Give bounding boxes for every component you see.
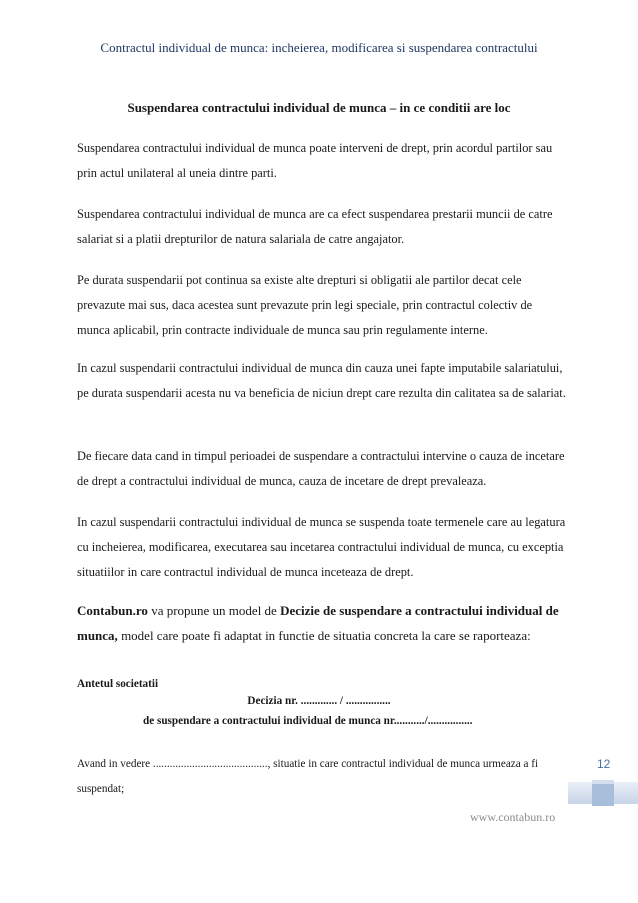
paragraph-3: Pe durata suspendarii pot continua sa existe alte drepturi si obligatii ale partilor decat cele prevazute mai sus, daca acestea sunt prevazute prin legi speciale, prin contractul colectiv de munca aplicabil, prin contracte individuale de munca sau prin regulamente interne. [77, 273, 533, 337]
brand-name: Contabun.ro [77, 603, 148, 618]
paragraph-7 [77, 598, 567, 648]
page-tab-decoration-icon [568, 780, 638, 806]
avand-in-vedere-clause: Avand in vedere ........................................., situatie in care contractul individual de munca urmeaza a fi suspendat; [77, 758, 539, 795]
paragraph-1: Suspendarea contractului individual de munca poate interveni de drept, prin acordul partilor sau prin actul unilateral al uneia dintre parti. [77, 141, 553, 180]
antet-societatii: Antetul societatii [77, 678, 159, 690]
section-title: Suspendarea contractului individual de munca – in ce conditii are loc [127, 100, 511, 115]
page-number: 12 [597, 757, 611, 771]
paragraph-6: In cazul suspendarii contractului individual de munca se suspenda toate termenele care au legatura cu incheierea, modificarea, executarea sau incetarea contractului individual de munca, cu exceptia situatiilor in care contractul individual de munca inceteaza de drept. [77, 515, 566, 579]
paragraph-2: Suspendarea contractului individual de munca are ca efect suspendarea prestarii muncii de catre salariat si a platii drepturilor de natura salariala de catre angajator. [77, 207, 553, 246]
model-title: Decizie de suspendare a contractului individual de munca, [77, 603, 559, 643]
paragraph-4: In cazul suspendarii contractului individual de munca din cauza unei fapte imputabile salariatului, pe durata suspendarii acesta nu va beneficia de niciun drept care rezulta din calitatea sa de salariat. [77, 361, 566, 400]
running-header: Contractul individual de munca: incheierea, modificarea si suspendarea contractului [100, 40, 538, 55]
paragraph-7-text-1: va propune un model de [147, 603, 281, 618]
footer-url: www.contabun.ro [470, 810, 556, 824]
suspendare-subheading: de suspendare a contractului individual de munca nr.........../................ [143, 715, 473, 727]
decizia-heading: Decizia nr. ............. / ................ [247, 695, 391, 707]
paragraph-7-text-2: model care poate fi adaptat in functie de situatia concreta la care se raporteaza: [117, 628, 531, 643]
paragraph-5: De fiecare data cand in timpul perioadei de suspendare a contractului intervine o cauza de incetare de drept a contractului individual de munca, cauza de incetare de drept prevaleaza. [77, 449, 565, 488]
